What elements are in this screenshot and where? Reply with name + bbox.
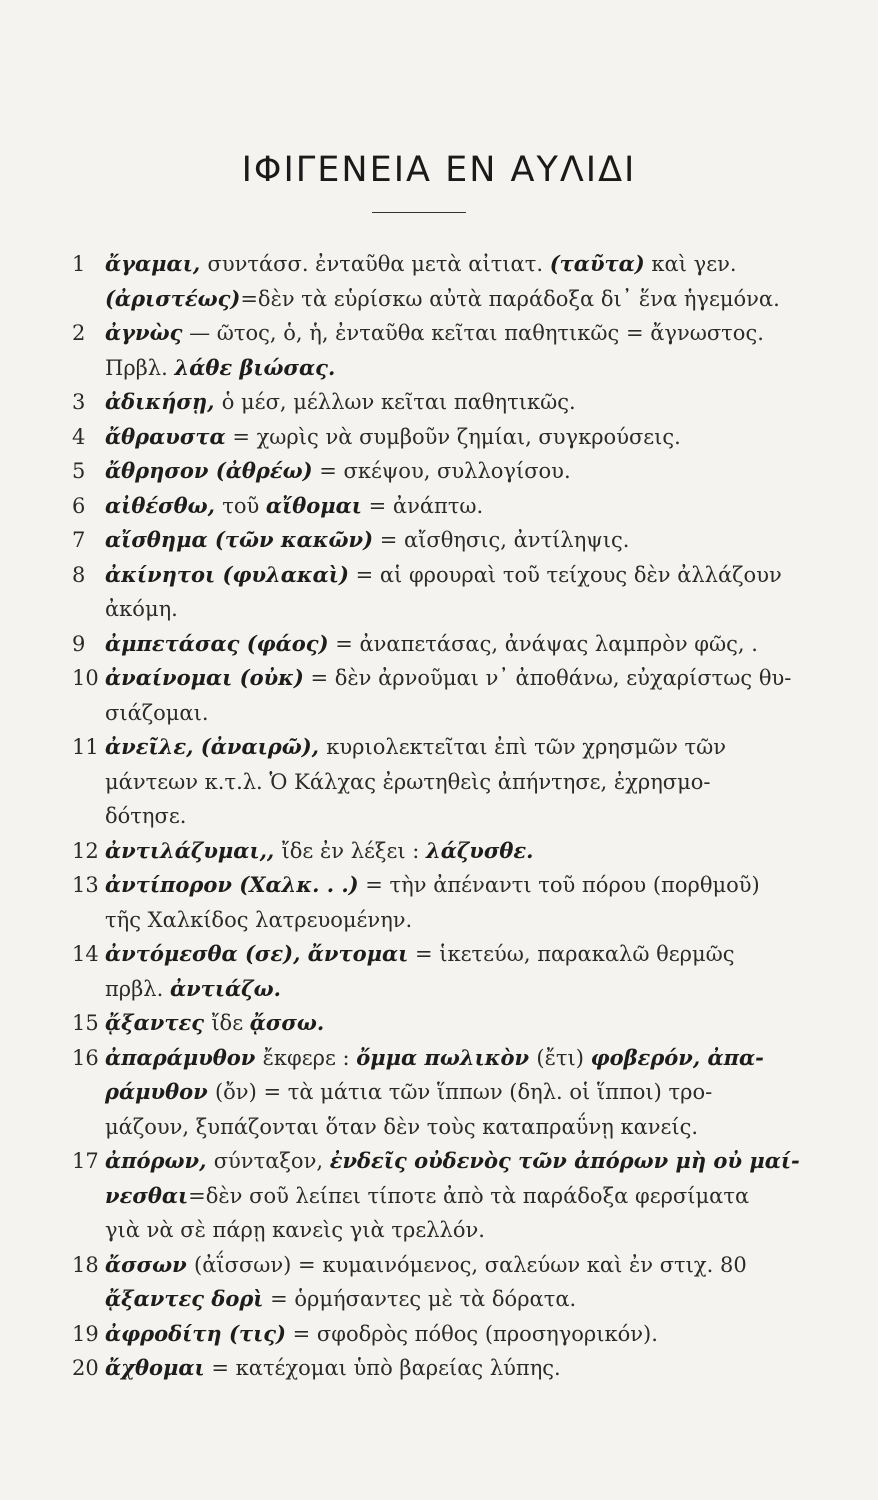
entry-number: 1 (72, 252, 86, 276)
entry-number: 14 (72, 942, 99, 966)
headword: λάθε βιώσας. (174, 354, 336, 380)
entry-number: 8 (72, 562, 86, 587)
definition-text: = ἀνάπτω. (361, 493, 484, 518)
definition-text: ἀκόμη. (105, 597, 178, 621)
entry-number: 11 (72, 735, 99, 759)
definition-text: ὁ μέσ, μέλλων κεῖται παθητικῶς. (221, 390, 576, 414)
definition-text: = χωρὶς νὰ συμβοῦν ζημίαι, συγκρούσεις. (225, 424, 681, 449)
definition-text: = σφοδρὸς πόθος (προσηγορικόν). (285, 1321, 658, 1346)
definition-text: = σκέψου, συλλογίσου. (312, 459, 571, 483)
entry-number: 15 (72, 1011, 99, 1035)
glossary-continuation-line (72, 799, 812, 834)
headword: ἄγαμαι, (105, 251, 208, 276)
definition-text: =δὲν τὰ εὑρίσκω αὐτὰ παράδοξα δι᾽ ἕνα ἡγεμόνα. (240, 286, 780, 311)
glossary-continuation-line (72, 903, 812, 938)
definition-text: μάζουν, ξυπάζονται ὅταν δὲν τοὺς καταπραΰνῃ κανείς. (105, 1114, 699, 1139)
definition-text: (ἔτι) (536, 1045, 591, 1070)
glossary-continuation-line (72, 972, 812, 1007)
glossary-entry-line (72, 1248, 812, 1283)
entry-number: 6 (72, 493, 86, 518)
glossary-entry-line (72, 937, 812, 972)
definition-text: γιὰ νὰ σὲ πάρῃ κανεὶς γιὰ τρελλόν. (105, 1218, 485, 1242)
headword: ἀναίνομαι (οὐκ) (105, 665, 304, 690)
definition-text: = αἱ φρουραὶ τοῦ τείχους δὲν ἀλλάζουν (348, 562, 782, 587)
definition-text: συντάσσ. ἐνταῦθα μετὰ αἰτιατ. (207, 252, 550, 276)
title-rule (372, 212, 466, 213)
glossary-entry-line (72, 834, 812, 869)
glossary-entry-line (72, 454, 812, 489)
glossary-entry-line (72, 730, 812, 765)
headword: ἐνδεῖς οὐδενὸς τῶν ἀπόρων μὴ οὐ μαί- (329, 1148, 800, 1173)
definition-text: (ὄν) = τὰ μάτια τῶν ἵππων (δηλ. οἱ ἵπποι) τρο- (214, 1080, 713, 1104)
entry-number: 18 (72, 1252, 99, 1277)
headword: αἴσθημα (τῶν κακῶν) (105, 527, 374, 552)
definition-text: κυριολεκτεῖται ἐπὶ τῶν χρησμῶν τῶν (326, 735, 727, 759)
glossary-entry-line (72, 523, 812, 558)
definition-text: μάντεων κ.τ.λ. Ὁ Κάλχας ἐρωτηθεὶς ἀπήντησε, ἐχρησμο- (105, 769, 711, 794)
glossary-entry-line (72, 420, 812, 455)
definition-text: ἴδε ἐν λέξει : (281, 838, 426, 863)
entry-number: 4 (72, 424, 86, 449)
headword: ἄθραυστα (105, 423, 226, 449)
glossary-continuation-line (72, 592, 812, 627)
headword: ἀκίνητοι (φυλακαὶ) (105, 561, 349, 587)
glossary-entry-line (72, 627, 812, 662)
headword: νεσθαι (105, 1182, 189, 1208)
glossary-continuation-line (72, 1282, 812, 1317)
glossary-entry-line (72, 1317, 812, 1352)
glossary-entry-line (72, 247, 812, 282)
headword: λάζυσθε. (425, 837, 534, 863)
entry-number: 5 (72, 459, 86, 483)
definition-text: Πρβλ. (105, 355, 175, 380)
headword: ἀνεῖλε, (ἀναιρῶ), (105, 734, 327, 759)
entry-number: 20 (72, 1356, 99, 1380)
definition-text: = δὲν ἀρνοῦμαι ν᾽ ἀποθάνω, εὐχαρίστως θυ- (303, 666, 792, 690)
entry-number: 10 (72, 666, 99, 690)
headword: ᾄξαντες (105, 1010, 212, 1035)
definition-text: =δὲν σοῦ λείπει τίποτε ἀπὸ τὰ παράδοξα φερσίματα (188, 1183, 750, 1208)
definition-text: — ῶτος, ὁ, ἡ, ἐνταῦθα κεῖται παθητικῶς = ἄγνωστος. (182, 321, 764, 345)
glossary-entry-line (72, 385, 812, 420)
definition-text: ἔκφερε : (262, 1045, 357, 1070)
entry-number: 16 (72, 1045, 99, 1070)
headword: ἀντιλάζυμαι,, (105, 837, 282, 863)
glossary-continuation-line (72, 351, 812, 386)
headword: ἀμπετάσας (φάος) (105, 630, 329, 656)
headword: ἀδικήσῃ, (105, 389, 222, 414)
definition-text: τῆς Χαλκίδος λατρευομένην. (105, 907, 413, 932)
headword: ἄχθομαι (105, 1355, 205, 1380)
definition-text: = ἀναπετάσας, ἀνάψας λαμπρὸν φῶς, . (328, 631, 758, 656)
headword: ᾄσσω. (249, 1010, 325, 1035)
glossary-entry-line (72, 489, 812, 524)
entry-number: 19 (72, 1321, 99, 1346)
page-title: ΙΦΙΓΕΝΕΙΑ ΕΝ ΑΥΛΙΔΙ (241, 150, 637, 190)
definition-text: δότησε. (105, 804, 187, 828)
glossary-entry-line (72, 1041, 812, 1076)
entry-number: 2 (72, 321, 86, 345)
headword: αἴθομαι (265, 492, 362, 518)
definition-text: ἴδε (211, 1011, 250, 1035)
definition-text: = τὴν ἀπέναντι τοῦ πόρου (πορθμοῦ) (358, 873, 760, 897)
headword: ᾄξαντες δορὶ (105, 1286, 264, 1311)
definition-text: (ἀΐσσων) = κυμαινόμενος, σαλεύων καὶ ἐν στιχ. 80 (194, 1252, 747, 1277)
glossary-entries (72, 247, 812, 1386)
glossary-continuation-line (72, 282, 812, 317)
glossary-continuation-line (72, 1110, 812, 1145)
glossary-continuation-line (72, 696, 812, 731)
entry-number: 12 (72, 838, 99, 863)
entry-number: 7 (72, 528, 86, 552)
entry-number: 13 (72, 873, 99, 897)
glossary-entry-line (72, 868, 812, 903)
entry-number: 9 (72, 631, 86, 656)
definition-text: σύνταξον, (213, 1149, 330, 1173)
glossary-entry-line (72, 1351, 812, 1386)
glossary-continuation-line (72, 1075, 812, 1110)
headword: ἀγνὼς (105, 320, 183, 345)
glossary-continuation-line (72, 765, 812, 800)
definition-text: τοῦ (222, 493, 266, 518)
definition-text: = κατέχομαι ὑπὸ βαρείας λύπης. (204, 1356, 561, 1380)
headword: (ταῦτα) (549, 251, 645, 276)
headword: ἀντίπορον (Χαλκ. . .) (105, 872, 359, 897)
headword: ράμυθον (105, 1079, 215, 1104)
headword: ἀντόμεσθα (σε), ἄντομαι (105, 941, 409, 966)
entry-number: 17 (72, 1149, 99, 1173)
definition-text: σιάζομαι. (105, 700, 209, 725)
glossary-continuation-line (72, 1213, 812, 1248)
glossary-entry-line (72, 661, 812, 696)
headword: (ἀριστέως) (105, 285, 241, 311)
headword: αἰθέσθω, (105, 492, 223, 518)
definition-text: καὶ γεν. (644, 252, 737, 276)
definition-text: πρβλ. (105, 976, 170, 1001)
headword: ἄθρησον (ἀθρέω) (105, 458, 313, 483)
entry-number: 3 (72, 390, 86, 414)
headword: φοβερόν, ἀπα- (590, 1044, 764, 1070)
glossary-entry-line (72, 316, 812, 351)
headword: ὄμμα πωλικὸν (356, 1044, 537, 1070)
definition-text: = ἱκετεύω, παρακαλῶ θερμῶς (408, 942, 735, 966)
glossary-entry-line (72, 1006, 812, 1041)
headword: ἀφροδίτη (τις) (105, 1320, 286, 1346)
glossary-continuation-line (72, 1179, 812, 1214)
glossary-entry-line (72, 558, 812, 593)
headword: ἀντιάζω. (169, 975, 281, 1001)
definition-text: = αἴσθησις, ἀντίληψις. (373, 528, 630, 552)
headword: ἀπόρων, (105, 1148, 214, 1173)
definition-text: = ὁρμήσαντες μὲ τὰ δόρατα. (263, 1287, 577, 1311)
headword: ἀπαράμυθον (105, 1044, 263, 1070)
glossary-entry-line (72, 1144, 812, 1179)
headword: ἄσσων (105, 1251, 195, 1277)
